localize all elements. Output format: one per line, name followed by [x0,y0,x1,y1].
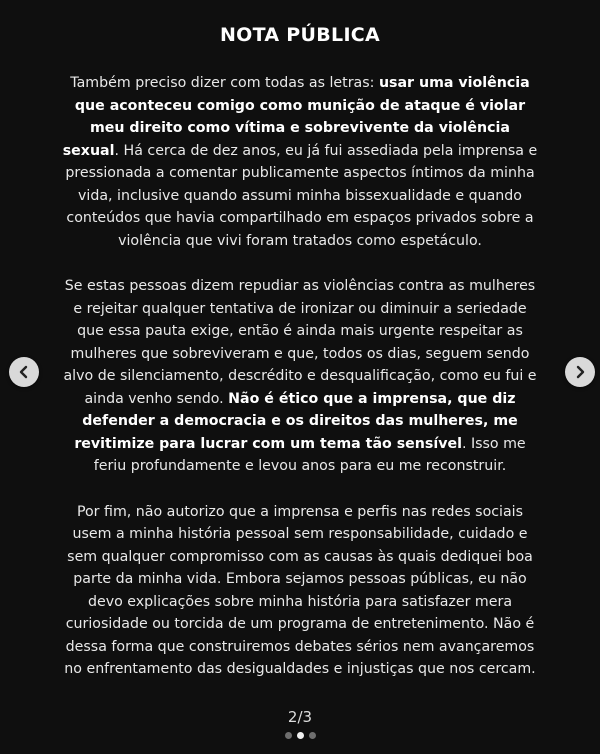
paragraph-text: Por fim, não autorizo que a imprensa e perfis nas redes sociais usem a minha história pessoal sem responsabilidade, cuidado e sem qualquer compromisso com as causas às quais dediquei boa parte da minha vida. Embora sejamos pessoas públicas, eu não devo explicações sobre minha história para satisfazer mera curiosidade ou torcida de um programa de entretenimento. Não é dessa forma que construiremos debates sérios nem avançaremos no enfrentamento das desigualdades e injustiças que nos cercam. [64,503,536,677]
paragraph-emphasis: Não é ético que a imprensa, que diz defender a democracia e os direitos das mulheres, me revitimize para lucrar com um tema tão sensível [74,390,518,452]
paragraph-2 [60,275,540,478]
carousel-dots [0,732,600,739]
chevron-right-icon [572,364,588,380]
page-number: 2/3 [287,708,313,726]
previous-slide-button[interactable] [9,357,39,387]
paragraph-text: Também preciso dizer com todas as letras: [70,75,379,91]
paragraph-text: Se estas pessoas dizem repudiar as violências contra as mulheres e rejeitar qualquer tentativa de ironizar ou diminuir a seriedade que essa pauta exige, então é ainda mais urgente respeitar as mulheres que sobreviveram e que, todos os dias, seguem sendo alvo de silenciamento, descrédito e desqualificação, como eu fui e ainda venho sendo. [63,278,537,407]
paragraph-1 [60,72,540,252]
carousel-dot-2-active[interactable] [297,732,304,739]
paragraph-emphasis: usar uma violência que aconteceu comigo como munição de ataque é violar meu direito como vítima e sobrevivente da violência sexual [62,75,530,159]
paragraph-text: . Há cerca de dez anos, eu já fui assediada pela imprensa e pressionada a comentar publicamente aspectos íntimos da minha vida, inclusive quando assumi minha bissexualidade e quando conteúdos que havia compartilhado em espaços privados sobre a violência que vivi foram tratados como espetáculo. [65,142,538,249]
notice-body [60,72,540,704]
next-slide-button[interactable] [565,357,595,387]
carousel-dot-3[interactable] [309,732,316,739]
chevron-left-icon [16,364,32,380]
page-title: NOTA PÚBLICA [219,24,381,46]
paragraph-text: . Isso me feriu profundamente e levou anos para eu me reconstruir. [93,435,526,474]
carousel-dot-1[interactable] [285,732,292,739]
paragraph-3 [60,501,540,681]
